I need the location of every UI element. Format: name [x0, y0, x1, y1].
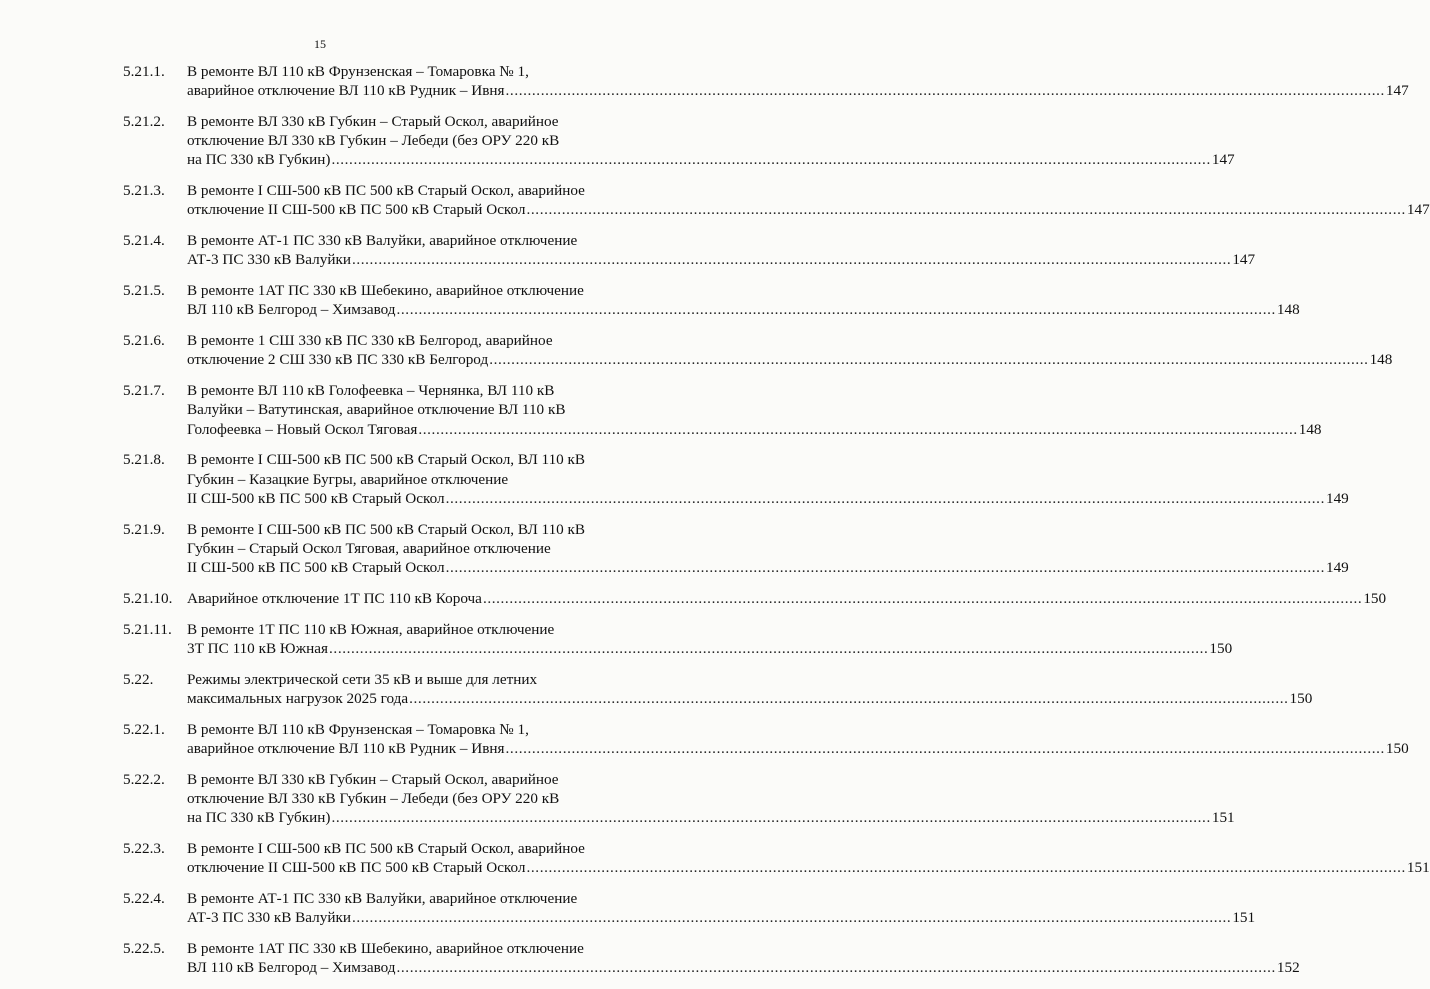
toc-entry[interactable] — [110, 620, 1233, 658]
toc-entry-number: 5.21.10. — [123, 589, 173, 607]
toc-entry-title-line: на ПС 330 кВ Губкин) — [187, 151, 331, 169]
toc-entry-title — [187, 281, 1300, 319]
page-number: 15 — [314, 37, 326, 51]
toc-entry-title-line: В ремонте 1Т ПС 110 кВ Южная, аварийное отключение — [187, 620, 555, 638]
dot-leader: ........................................................................................................................................................................................................ — [396, 301, 1276, 319]
toc-entry-number: 5.22.1. — [123, 720, 165, 738]
toc-entry-number: 5.21.2. — [123, 113, 165, 130]
toc-entry-title-line: II СШ-500 кВ ПС 500 кВ Старый Оскол — [187, 559, 445, 577]
toc-entry-title-line: аварийное отключение ВЛ 110 кВ Рудник – Ивня — [187, 739, 505, 757]
toc-entry-title-line: АТ-3 ПС 330 кВ Валуйки — [187, 909, 351, 927]
toc-entry-number: 5.21.8. — [123, 451, 165, 469]
toc-entry-number: 5.22.5. — [123, 939, 165, 957]
toc-entry-title-line: В ремонте АТ-1 ПС 330 кВ Валуйки, аварийное отключение — [187, 232, 578, 250]
dot-leader: ........................................................................................................................................................................................................ — [331, 809, 1211, 827]
toc-entry-number: 5.21.4. — [123, 232, 165, 250]
toc-entry-title-line: В ремонте АТ-1 ПС 330 кВ Валуйки, аварийное отключение — [187, 889, 578, 907]
toc-entry[interactable] — [110, 770, 1235, 828]
toc-entry-title-line: Губкин – Казацкие Бугры, аварийное отключение — [187, 470, 509, 488]
toc-entry-title-line: отключение ВЛ 330 кВ Губкин – Лебеди (без ОРУ 220 кВ — [187, 789, 560, 807]
toc-entry-title-line: В ремонте ВЛ 110 кВ Фрунзенская – Томаровка № 1, — [187, 720, 529, 738]
dot-leader: ........................................................................................................................................................................................................ — [482, 589, 1363, 607]
toc-entry-page: 149 — [1325, 489, 1349, 507]
toc-entry-number: 5.22.2. — [123, 770, 165, 788]
toc-entry-page: 148 — [1369, 351, 1393, 369]
toc-entry-title-line: В ремонте 1АТ ПС 330 кВ Шебекино, аварийное отключение — [187, 939, 584, 957]
toc-entry[interactable] — [110, 939, 1300, 977]
toc-entry-title — [187, 889, 1256, 927]
toc-entry[interactable] — [110, 181, 1430, 219]
toc-entry-number: 5.21.11. — [123, 620, 172, 638]
toc-entry-page: 150 — [1363, 589, 1387, 607]
toc-entry[interactable] — [110, 520, 1349, 578]
toc-entry-title-line: Режимы электрической сети 35 кВ и выше для летних — [187, 670, 538, 688]
toc-entry-title-line: В ремонте I СШ-500 кВ ПС 500 кВ Старый Оскол, аварийное — [187, 182, 585, 200]
toc-entry-page: 147 — [1232, 251, 1256, 269]
toc-entry-title-line: В ремонте 1 СШ 330 кВ ПС 330 кВ Белгород, аварийное — [187, 332, 553, 350]
toc-entry-title-line: отключение 2 СШ 330 кВ ПС 330 кВ Белгород — [187, 351, 489, 369]
toc-entry[interactable] — [110, 231, 1256, 269]
toc-entry-page: 148 — [1276, 301, 1300, 319]
toc-entry-title — [187, 112, 1235, 170]
toc-entry-title — [187, 670, 1313, 708]
toc-entry-title-line: В ремонте 1АТ ПС 330 кВ Шебекино, аварийное отключение — [187, 282, 584, 300]
toc-entry-number: 5.22.3. — [123, 839, 165, 857]
toc-entry-title — [187, 381, 1322, 439]
toc-entry-title — [187, 620, 1233, 658]
toc-entry-title — [187, 181, 1430, 219]
toc-entry-number: 5.21.6. — [123, 332, 165, 350]
dot-leader: ........................................................................................................................................................................................................ — [445, 489, 1325, 507]
toc-entry[interactable] — [110, 281, 1300, 319]
toc-entry-page: 148 — [1298, 420, 1322, 438]
toc-entry[interactable] — [110, 62, 1409, 100]
toc-entry-title-line: Аварийное отключение 1Т ПС 110 кВ Короча — [187, 589, 482, 607]
toc-entry-title-line: Губкин – Старый Оскол Тяговая, аварийное отключение — [187, 539, 551, 557]
dot-leader: ........................................................................................................................................................................................................ — [409, 689, 1289, 707]
toc-entry-title-line: II СШ-500 кВ ПС 500 кВ Старый Оскол — [187, 489, 445, 507]
dot-leader: ........................................................................................................................................................................................................ — [505, 739, 1385, 757]
dot-leader: ........................................................................................................................................................................................................ — [526, 859, 1406, 877]
toc-entry-title-line: В ремонте ВЛ 110 кВ Фрунзенская – Томаровка № 1, — [187, 63, 529, 80]
toc-entry[interactable] — [110, 889, 1256, 927]
toc-entry-number: 5.21.1. — [123, 63, 165, 80]
toc-entry-title — [187, 720, 1409, 758]
toc-entry-page: 149 — [1325, 559, 1349, 577]
toc-entry-page: 147 — [1211, 151, 1235, 169]
toc-entry-title — [187, 770, 1235, 828]
toc-entry-title-line: В ремонте ВЛ 330 кВ Губкин – Старый Оскол, аварийное — [187, 113, 559, 130]
dot-leader: ........................................................................................................................................................................................................ — [489, 351, 1369, 369]
dot-leader: ........................................................................................................................................................................................................ — [351, 251, 1232, 269]
toc-entry-title-line: ВЛ 110 кВ Белгород – Химзавод — [187, 301, 396, 319]
dot-leader: ........................................................................................................................................................................................................ — [526, 201, 1406, 219]
toc-entry-number: 5.21.5. — [123, 282, 165, 300]
toc-entry[interactable] — [110, 450, 1349, 508]
toc-entry-title-line: отключение II СШ-500 кВ ПС 500 кВ Старый Оскол — [187, 201, 526, 219]
toc-entry-title-line: В ремонте I СШ-500 кВ ПС 500 кВ Старый Оскол, аварийное — [187, 839, 585, 857]
toc-entry-title-line: отключение II СШ-500 кВ ПС 500 кВ Старый Оскол — [187, 859, 526, 877]
toc-entry-title-line: 3Т ПС 110 кВ Южная — [187, 639, 329, 657]
toc-entry-number: 5.22.4. — [123, 889, 165, 907]
toc-entry-title-line: В ремонте I СШ-500 кВ ПС 500 кВ Старый Оскол, ВЛ 110 кВ — [187, 520, 586, 538]
toc-entry-title — [187, 589, 1387, 608]
toc-entry-title — [187, 839, 1430, 877]
toc-entry-page: 150 — [1385, 739, 1409, 757]
toc-entry-page: 150 — [1289, 689, 1313, 707]
toc-entry-page: 151 — [1232, 909, 1256, 927]
toc-entry-title-line: В ремонте ВЛ 110 кВ Голофеевка – Чернянка, ВЛ 110 кВ — [187, 382, 555, 400]
toc-entry-number: 5.21.7. — [123, 382, 165, 400]
toc-entry[interactable] — [110, 331, 1393, 369]
toc-entry-page: 147 — [1406, 201, 1430, 219]
toc-entry-title — [187, 62, 1409, 100]
toc-entry[interactable] — [110, 589, 1387, 608]
toc-entry[interactable] — [110, 670, 1313, 708]
toc-entry-title-line: В ремонте ВЛ 330 кВ Губкин – Старый Оскол, аварийное — [187, 770, 559, 788]
toc-entry-title — [187, 331, 1393, 369]
dot-leader: ........................................................................................................................................................................................................ — [396, 959, 1276, 977]
dot-leader: ........................................................................................................................................................................................................ — [418, 420, 1298, 438]
dot-leader: ........................................................................................................................................................................................................ — [331, 151, 1211, 169]
toc-entry-number: 5.22. — [123, 670, 154, 688]
toc-entry-title-line: максимальных нагрузок 2025 года — [187, 689, 409, 707]
toc-entry-title — [187, 939, 1300, 977]
toc-entry-title-line: Валуйки – Ватутинская, аварийное отключение ВЛ 110 кВ — [187, 401, 566, 419]
toc-entry[interactable] — [110, 112, 1235, 170]
dot-leader: ........................................................................................................................................................................................................ — [329, 639, 1209, 657]
toc-entry-title — [187, 520, 1349, 578]
toc-entry-page: 152 — [1276, 959, 1300, 977]
toc-entry[interactable] — [110, 720, 1409, 758]
dot-leader: ........................................................................................................................................................................................................ — [505, 82, 1385, 100]
toc-entry-number: 5.21.9. — [123, 520, 165, 538]
toc-entry-title-line: отключение ВЛ 330 кВ Губкин – Лебеди (без ОРУ 220 кВ — [187, 132, 560, 150]
toc-entry-page: 150 — [1209, 639, 1233, 657]
toc-entry-page: 147 — [1385, 82, 1409, 100]
toc-entry-title-line: АТ-3 ПС 330 кВ Валуйки — [187, 251, 351, 269]
toc-entry-title-line: ВЛ 110 кВ Белгород – Химзавод — [187, 959, 396, 977]
dot-leader: ........................................................................................................................................................................................................ — [351, 909, 1232, 927]
toc-entry[interactable] — [110, 839, 1430, 877]
toc-entry-title-line: на ПС 330 кВ Губкин) — [187, 809, 331, 827]
toc-entry-page: 151 — [1406, 859, 1430, 877]
table-of-contents — [110, 62, 1430, 989]
toc-entry-title-line: Голофеевка – Новый Оскол Тяговая — [187, 420, 418, 438]
toc-entry-title — [187, 450, 1349, 508]
toc-entry[interactable] — [110, 381, 1322, 439]
toc-entry-title-line: аварийное отключение ВЛ 110 кВ Рудник – Ивня — [187, 82, 505, 100]
toc-entry-title-line: В ремонте I СШ-500 кВ ПС 500 кВ Старый Оскол, ВЛ 110 кВ — [187, 451, 586, 469]
toc-entry-page: 151 — [1211, 809, 1235, 827]
dot-leader: ........................................................................................................................................................................................................ — [445, 559, 1325, 577]
toc-entry-title — [187, 231, 1256, 269]
toc-entry-number: 5.21.3. — [123, 182, 165, 200]
